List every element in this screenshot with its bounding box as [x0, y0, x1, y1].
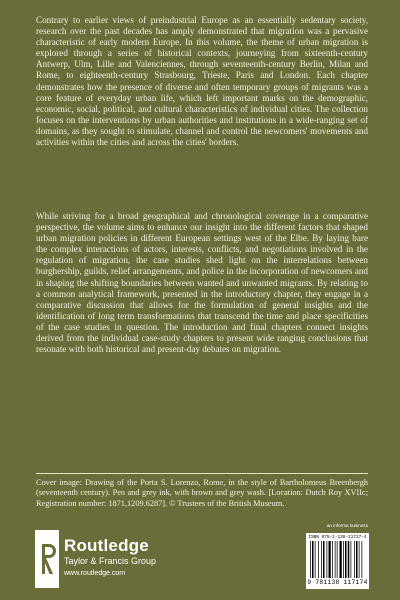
divider-rule	[36, 473, 368, 474]
routledge-logo-icon	[35, 530, 59, 588]
blurb-paragraph-2: While striving for a broad geographical and chronological coverage in a comparative perspective, the volume aims to enhance our insight into the different factors that shaped urban migration policies in different European settings west of the Elbe. By laying bare the complex interactions of actors, interests, conflicts, and negotiations involved in the regulation of migration, the case studies shed light on the interrelations between burghership, guilds, relief arrangements, and police in the incorporation of newcomers and in shaping the shifting boundaries between wanted and unwanted migrants. By relating to a common analytical framework, presented in the introductory chapter, they engage in a comparative discussion that allows for the formulation of general insights and the identification of long term transformations that transcend the time and place specificities of the case studies in question. The introduction and final chapters connect insights derived from the individual case-study chapters to present wide ranging conclusions that resonate with both historical and present-day debates on migration.	[36, 211, 368, 355]
barcode-graphic	[309, 541, 366, 578]
publisher-block	[64, 537, 156, 578]
barcode-number: 9 781138 117174	[307, 579, 368, 586]
publisher-url: www.routledge.com	[64, 570, 126, 577]
blurb-paragraph-1: Contrary to earlier views of preindustrial Europe as an essentially sedentary society, research over the past decades has amply demonstrated that migration was a pervasive characteristic of early modern Europe. In this volume, the theme of urban migration is explored through a series of historical contexts, journeying from sixteenth-century Antwerp, Ulm, Lille and Valenciennes, through seventeenth-century Berlin, Milan and Rome, to eighteenth-century Strasbourg, Trieste, Paris and London. Each chapter demonstrates how the presence of diverse and often temporary groups of migrants was a core feature of everyday urban life, which left important marks on the demographic, economic, social, political, and cultural characteristics of individual cities. The collection focuses on the interventions by urban authorities and institutions in a wide-ranging set of domains, as they sought to stimulate, channel and control the newcomers' movements and activities within the cities and across the cities' borders.	[36, 15, 368, 148]
publisher-group: Taylor & Francis Group	[64, 556, 157, 566]
isbn-label: ISBN 978-1-138-11717-4	[308, 535, 367, 540]
publisher-name: Routledge	[64, 536, 149, 555]
isbn-barcode	[306, 533, 369, 589]
cover-image-credit: Cover image: Drawing of the Porta S. Lorenzo, Rome, in the style of Bartholomeus Breenbergh (seventeenth century). Pen and grey ink, with brown and grey wash. [Location: Dutch Roy XVIIc; Registration number: 1871,1209.6287]. © Trustees of the British Museum.	[36, 478, 368, 508]
business-tagline: an informa business	[326, 523, 368, 528]
